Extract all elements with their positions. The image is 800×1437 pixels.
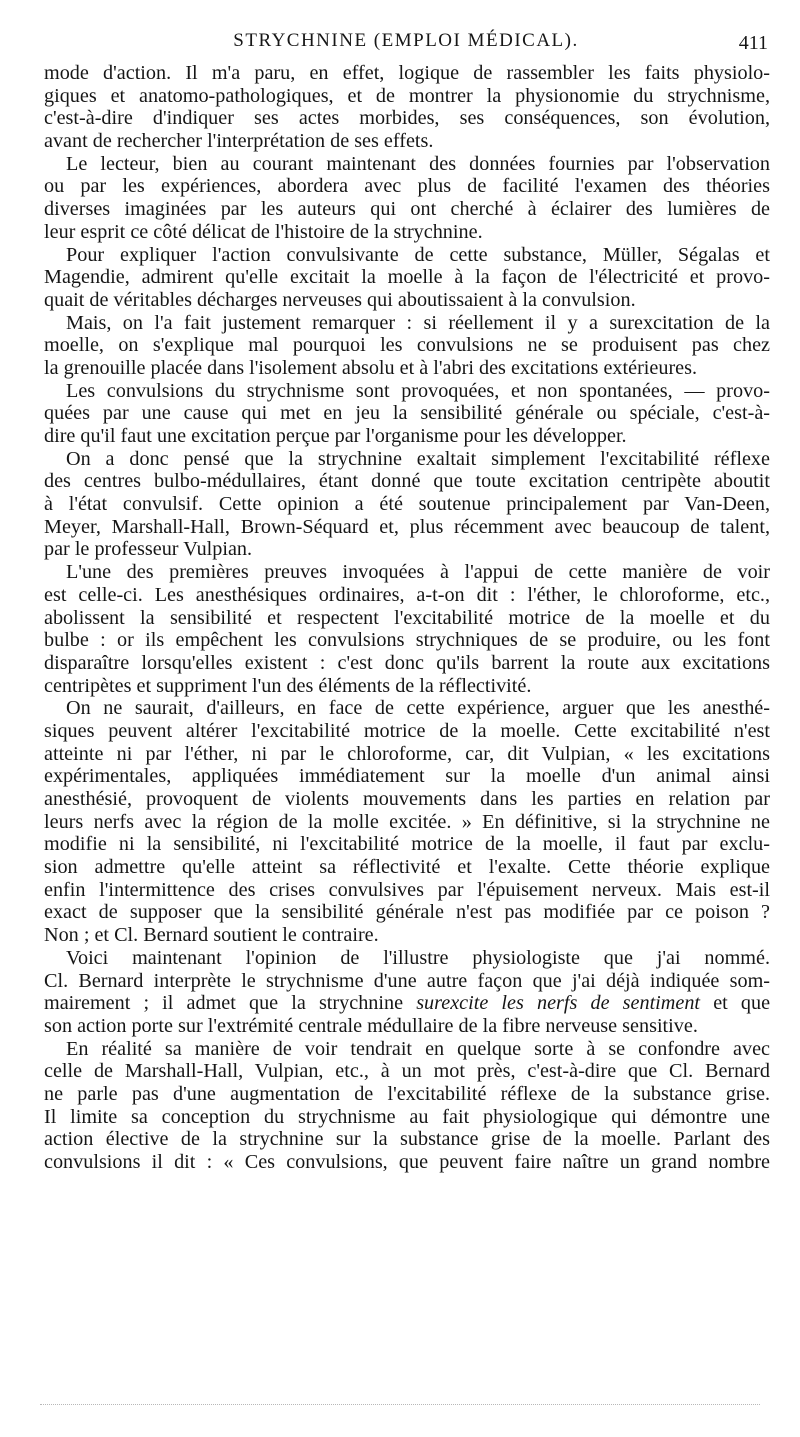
scan-artifact-line (40, 1404, 760, 1409)
running-head: STRYCHNINE (EMPLOI MÉDICAL). (233, 30, 579, 51)
text-line: c'est-à-dire d'indiquer ses actes morbides, ses conséquences, son évolution, (44, 107, 770, 130)
text-line: la grenouille placée dans l'isolement absolu et à l'abri des excitations extérieures. (44, 356, 698, 379)
text-line: Meyer, Marshall-Hall, Brown-Séquard et, plus récemment avec beaucoup de talent, (44, 515, 770, 538)
text-line: disparaître lorsqu'elles existent : c'est donc qu'ils barrent la route aux excitations (44, 651, 770, 674)
text-line: enfin l'intermittence des crises convulsives par l'épuisement nerveux. Mais est-il (44, 878, 770, 901)
text-line: Le lecteur, bien au courant maintenant des données fournies par l'observation (66, 152, 770, 175)
text-line: On a donc pensé que la strychnine exaltait simplement l'excitabilité réflexe (66, 447, 770, 470)
text-line: modifie ni la sensibilité, ni l'excitabilité motrice de la moelle, il faut par exclu- (44, 833, 770, 856)
text-line: atteinte ni par l'éther, ni par le chloroforme, car, dit Vulpian, « les excitations (44, 742, 770, 765)
text-line: action élective de la strychnine sur la substance grise de la moelle. Parlant des (44, 1128, 770, 1151)
text-line: leur esprit ce côté délicat de l'histoire de la strychnine. (44, 220, 483, 243)
text-line: giques et anatomo-pathologiques, et de montrer la physionomie du strychnisme, (44, 84, 770, 107)
text-line: centripètes et suppriment l'un des éléments de la réflectivité. (44, 674, 532, 697)
text-line: En réalité sa manière de voir tendrait en quelque sorte à se confondre avec (66, 1037, 770, 1060)
text-line: L'une des premières preuves invoquées à l'appui de cette manière de voir (66, 561, 770, 584)
text-line: leurs nerfs avec la région de la molle excitée. » En définitive, si la strychnine ne (44, 810, 770, 833)
text-line: Magendie, admirent qu'elle excitait la moelle à la façon de l'électricité et provo- (44, 266, 770, 289)
text-line: son action porte sur l'extrémité centrale médullaire de la fibre nerveuse sensitive. (44, 1014, 698, 1037)
text-line: expérimentales, appliquées immédiatement sur la moelle d'un animal ainsi (44, 765, 770, 788)
text-line: exact de supposer que la sensibilité générale n'est pas modifiée par ce poison ? (44, 901, 770, 924)
text-line: mode d'action. Il m'a paru, en effet, logique de rassembler les faits physiolo- (44, 62, 770, 84)
text-line: dire qu'il faut une excitation perçue par l'organisme pour les développer. (44, 425, 627, 447)
text-line: Cl. Bernard interprète le strychnisme d'une autre façon que j'ai déjà indiquée som- (44, 969, 770, 992)
text-line: Non ; et Cl. Bernard soutient le contraire. (44, 924, 379, 947)
text-line: ne parle pas d'une augmentation de l'excitabilité réflexe de la substance grise. (44, 1082, 770, 1105)
text-line: quées par une cause qui met en jeu la sensibilité générale ou spéciale, c'est-à- (44, 402, 770, 425)
body-text (44, 62, 770, 1174)
text-line: est celle-ci. Les anesthésiques ordinaires, a-t-on dit : l'éther, le chloroforme, etc., (44, 583, 770, 606)
text-line: anesthésié, provoquent de violents mouvements dans les parties en relation par (44, 788, 770, 810)
text-line: celle de Marshall-Hall, Vulpian, etc., à un mot près, c'est-à-dire que Cl. Bernard (44, 1060, 770, 1083)
text-line: siques peuvent altérer l'excitabilité motrice de la moelle. Cette excitabilité n'est (44, 719, 770, 742)
text-line: Pour expliquer l'action convulsivante de cette substance, Müller, Ségalas et (66, 243, 770, 266)
text-line: Il limite sa conception du strychnisme au fait physiologique qui démontre une (44, 1105, 770, 1128)
text-line: moelle, on s'explique mal pourquoi les convulsions ne se produisent pas chez (44, 334, 770, 357)
text-segment: mairement ; il admet que la strychnine (44, 992, 404, 1015)
text-line: quait de véritables décharges nerveuses qui aboutissaient à la convulsion. (44, 288, 636, 311)
text-line: sion admettre qu'elle atteint sa réflectivité et l'exalte. Cette théorie explique (44, 856, 770, 879)
text-line: diverses imaginées par les auteurs qui ont cherché à éclairer des lumières de (44, 198, 770, 221)
text-line: avant de rechercher l'interprétation de ses effets. (44, 130, 434, 153)
text-line: ou par les expériences, abordera avec plus de facilité l'examen des théories (44, 175, 770, 198)
text-line: Les convulsions du strychnisme sont provoquées, et non spontanées, — provo- (66, 379, 770, 402)
text-line: Voici maintenant l'opinion de l'illustre physiologiste que j'ai nommé. (66, 946, 770, 969)
text-segment: et que (713, 992, 770, 1015)
text-line: à l'état convulsif. Cette opinion a été soutenue principalement par Van-Deen, (44, 493, 770, 516)
text-line: bulbe : or ils empêchent les convulsions strychniques de se produire, ou les font (44, 629, 770, 652)
text-line: abolissent la sensibilité et respectent l'excitabilité motrice de la moelle et du (44, 606, 770, 629)
text-line: Mais, on l'a fait justement remarquer : si réellement il y a surexcitation de la (66, 311, 770, 334)
text-line: convulsions il dit : « Ces convulsions, que peuvent faire naître un grand nombre (44, 1151, 770, 1173)
page-number: 411 (738, 32, 768, 54)
text-line: des centres bulbo-médullaires, étant donné que toute excitation centripète aboutit (44, 470, 770, 493)
text-line: par le professeur Vulpian. (44, 538, 253, 561)
text-line: On ne saurait, d'ailleurs, en face de cette expérience, arguer que les anesthé- (66, 697, 770, 720)
italic-phrase: surexcite les nerfs de sentiment (416, 992, 701, 1015)
text-line-with-italic (44, 992, 770, 1015)
page-header (44, 30, 768, 64)
